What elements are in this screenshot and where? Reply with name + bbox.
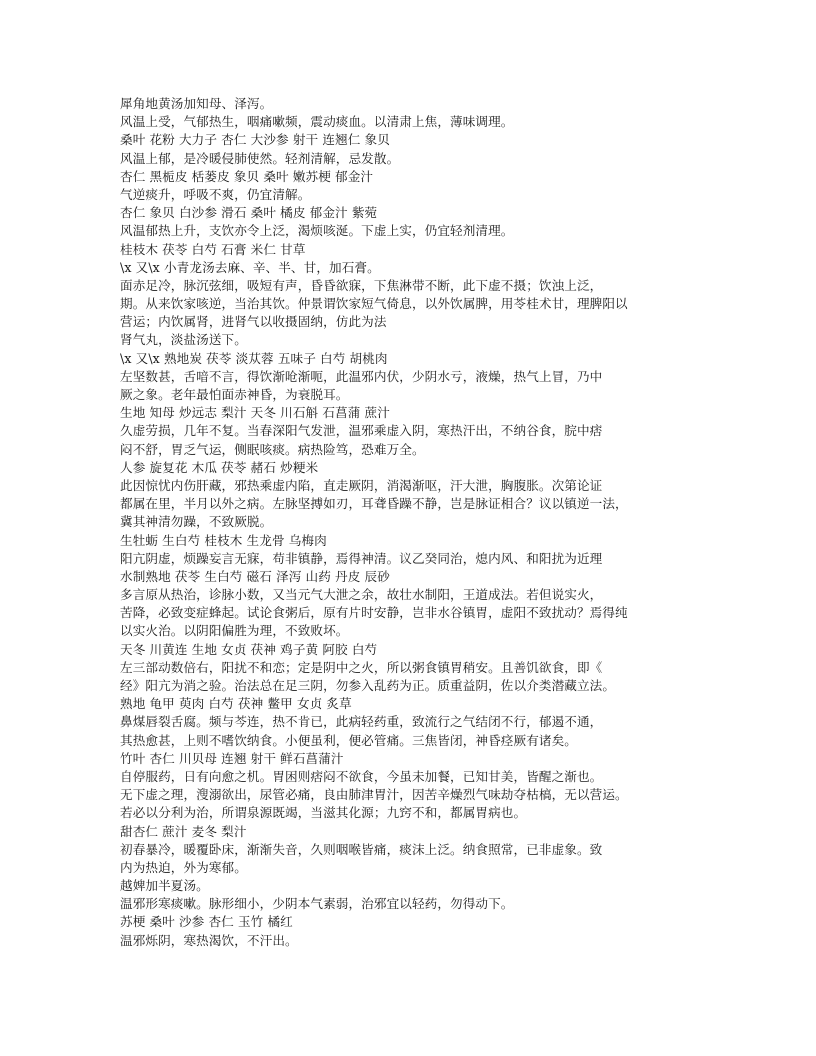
text-line: 以实火治。以阴阳偏胜为理，不致败坏。 xyxy=(120,623,349,639)
text-line: 风温上郁，是冷暖侵肺使然。轻剂清解，忌发散。 xyxy=(120,150,400,166)
prescription-line: 熟地 龟甲 萸肉 白芍 茯神 鳖甲 女贞 炙草 xyxy=(120,696,352,712)
text-line: 风温上受，气郁热生，咽痛嗽频，震动痰血。以清肃上焦，薄味调理。 xyxy=(120,114,514,130)
text-line: 闷不舒，胃乏气运，侧眠咳痰。病热险笃，恐难万全。 xyxy=(120,441,425,457)
prescription-line: 苏梗 桑叶 沙参 杏仁 玉竹 橘红 xyxy=(120,914,293,930)
text-line: 越婢加半夏汤。 xyxy=(120,878,209,894)
prescription-line: 杏仁 黑栀皮 栝蒌皮 象贝 桑叶 嫩苏梗 郁金汁 xyxy=(120,168,374,184)
prescription-line: 桑叶 花粉 大力子 杏仁 大沙参 射干 连翘仁 象贝 xyxy=(120,132,390,148)
prescription-line: 桂枝木 茯苓 白芍 石膏 米仁 甘草 xyxy=(120,241,306,257)
text-line: 温邪烁阴，寒热渴饮，不汗出。 xyxy=(120,932,298,948)
text-line: 风温郁热上升，支饮亦令上泛，渴烦咳涎。下虚上实，仍宜轻剂清理。 xyxy=(120,223,514,239)
text-line: 气逆痰升，呼吸不爽，仍宜清解。 xyxy=(120,186,311,202)
text-line: 内为热迫，外为寒郁。 xyxy=(120,859,247,875)
prescription-line: 水制熟地 茯苓 生白芍 磁石 泽泻 山药 丹皮 辰砂 xyxy=(120,568,390,584)
text-line: 初春暴冷，暖覆卧床，渐渐失音，久则咽喉皆痛，痰沫上泛。纳食照常，已非虚象。致 xyxy=(120,841,603,857)
text-line: 无下虚之理，溲溺欲出，尿管必痛，良由肺津胃汁，因苦辛燥烈气味劫夺枯槁，无以营运。 xyxy=(120,787,628,803)
text-line: 左三部动数倍右，阳扰不和恋；定是阴中之火，所以粥食镇胃稍安。且善饥欲食，即《 xyxy=(120,659,603,675)
prescription-line: 杏仁 象贝 白沙参 滑石 桑叶 橘皮 郁金汁 紫菀 xyxy=(120,205,378,221)
text-line: 其热愈甚，上则不嗜饮纳食。小便虽利，便必管痛。三焦皆闭，神昏痉厥有诸矣。 xyxy=(120,732,577,748)
prescription-line: 生牡蛎 生白芍 桂枝木 生龙骨 乌梅肉 xyxy=(120,532,327,548)
text-line: 期。从来饮家咳逆，当治其饮。仲景谓饮家短气倚息，以外饮属脾，用苓桂术甘，理脾阳以 xyxy=(120,296,628,312)
text-line: 多言原从热治，诊脉小数，又当元气大泄之余，故壮水制阳，王道成法。若但说实火， xyxy=(120,587,603,603)
prescription-line: 天冬 川黄连 生地 女贞 茯神 鸡子黄 阿胶 白芍 xyxy=(120,641,378,657)
text-line: 若必以分利为治，所谓泉源既竭，当滋其化源；九窍不和，都属胃病也。 xyxy=(120,805,527,821)
text-line: 冀其神清勿躁，不致厥脱。 xyxy=(120,514,273,530)
text-line: 苦降，必致变症蜂起。试论食粥后，原有片时安静，岂非水谷镇胃，虚阳不致扰动？焉得纯 xyxy=(120,605,628,621)
text-line: 鼻煤唇裂舌腐。频与芩连，热不肯已，此病轻药重，致流行之气结闭不行，郁遏不通， xyxy=(120,714,603,730)
text-line: 左坚数甚，舌喑不言，得饮渐呛渐呃，此温邪内伏，少阴水亏，液燥，热气上冒，乃中 xyxy=(120,368,603,384)
text-line: 肾气丸，淡盐汤送下。 xyxy=(120,332,247,348)
text-line: 都属在里，半月以外之病。左脉坚搏如刃，耳聋昏躁不静，岂是脉证相合？议以镇逆一法， xyxy=(120,496,628,512)
text-line: 厥之象。老年最怕面赤神昏，为衰脱耳。 xyxy=(120,387,349,402)
document-body xyxy=(120,95,720,950)
prescription-line: 甜杏仁 蔗汁 麦冬 梨汁 xyxy=(120,823,247,839)
text-line: 温邪形寒痰嗽。脉形细小，少阴本气素弱，治邪宜以轻药，勿得动下。 xyxy=(120,896,514,912)
prescription-line: 生地 知母 炒远志 梨汁 天冬 川石斛 石菖蒲 蔗汁 xyxy=(120,405,390,421)
prescription-line: 竹叶 杏仁 川贝母 连翘 射干 鲜石菖蒲汁 xyxy=(120,750,344,766)
text-line: 经》阳亢为消之验。治法总在足三阴，勿参入乱药为正。质重益阴，佐以介类潜藏立法。 xyxy=(120,678,616,693)
prescription-line: 人参 旋复花 木瓜 茯苓 赭石 炒粳米 xyxy=(120,459,319,475)
text-line: 此因惊忧内伤肝藏，邪热乘虚内陷，直走厥阴，消渴渐呕，汗大泄，胸腹胀。次第论证 xyxy=(120,477,603,493)
text-line: 阳亢阴虚，烦躁妄言无寐，苟非镇静，焉得神清。议乙癸同治，熄内风、和阳扰为近理 xyxy=(120,550,603,566)
text-line: 久虚劳损，几年不复。当春深阳气发泄，温邪乘虚入阴，寒热汗出，不纳谷食，脘中痞 xyxy=(120,423,603,439)
prescription-line: \x 又\x 熟地炭 茯苓 淡苁蓉 五味子 白芍 胡桃肉 xyxy=(120,350,388,366)
text-line: 营运；内饮属肾，进肾气以收摄固纳，仿此为法 xyxy=(120,314,387,330)
text-line: 自停服药，日有向愈之机。胃困则痞闷不欲食，今虽未加餐，已知甘美，皆醒之渐也。 xyxy=(120,768,603,784)
text-line: \x 又\x 小青龙汤去麻、辛、半、甘，加石膏。 xyxy=(120,259,380,275)
text-line: 面赤足冷，脉沉弦细，吸短有声，昏昏欲寐，下焦淋带不断，此下虚不摄；饮浊上泛， xyxy=(120,277,603,293)
text-line: 犀角地黄汤加知母、泽泻。 xyxy=(120,96,273,111)
